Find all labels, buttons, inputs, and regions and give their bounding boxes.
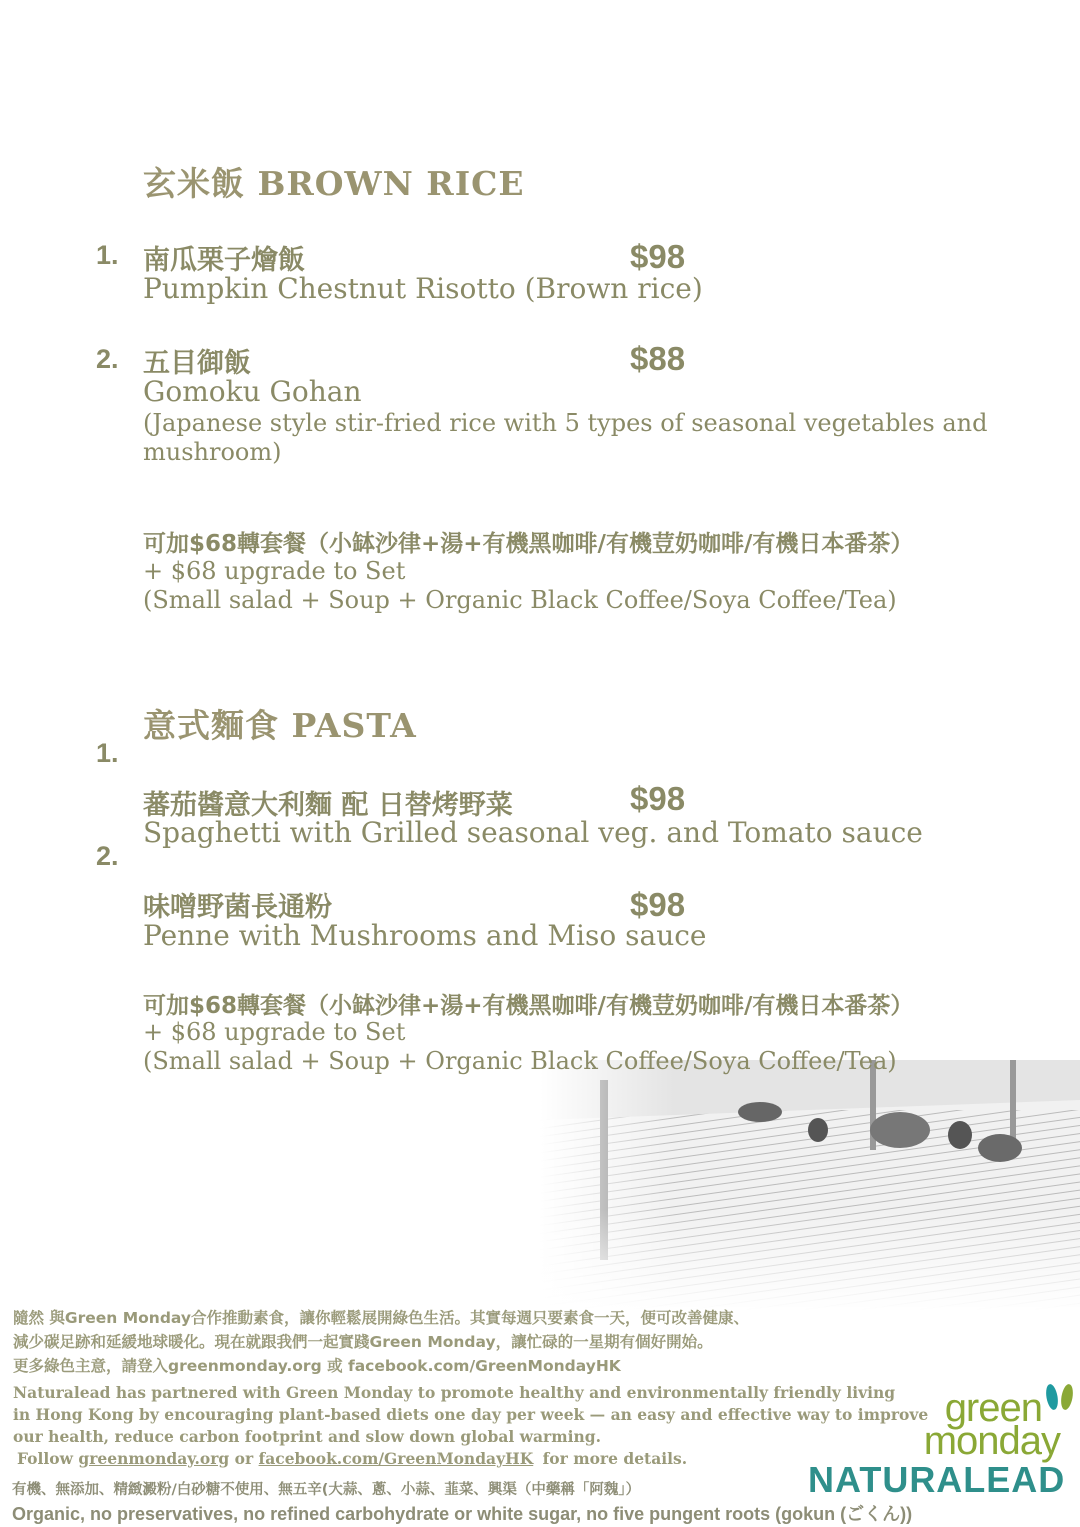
ingredient-policy-zh: 有機、無添加、精緻澱粉/白砂糖不使用、無五辛(大蒜、蔥、小蒜、韮菜、興渠（中藥稱「阿魏」） — [12, 1482, 641, 1498]
green-monday-notice-en — [13, 1382, 928, 1470]
item-price: $88 — [630, 340, 686, 377]
section-title-brown-rice: 玄米飯 BROWN RICE — [143, 164, 525, 203]
item-price: $98 — [630, 238, 686, 275]
notice-line: 減少碳足跡和延緩地球暖化。現在就跟我們一起實踐Green Monday，讓忙碌的一星期有個好開始。 — [13, 1333, 713, 1351]
item-number: 1. — [96, 240, 119, 270]
item-name-zh: 五目御飯 — [143, 348, 251, 379]
item-name-zh: 南瓜栗子燴飯 — [143, 245, 305, 276]
item-name-en: Penne with Mushrooms and Miso sauce — [143, 919, 707, 952]
zen-garden-illustration — [540, 1060, 1080, 1310]
item-number: 2. — [96, 344, 119, 374]
greenmonday-link[interactable]: greenmonday.org — [78, 1449, 230, 1468]
green-monday-notice-zh — [13, 1306, 749, 1378]
notice-line: 隨然 與Green Monday合作推動素食，讓你輕鬆展開綠色生活。其實每週只要素食一天，便可改善健康、 — [13, 1309, 750, 1327]
upgrade-offer-en: + $68 upgrade to Set — [143, 557, 406, 585]
notice-line: Naturalead has partnered with Green Monday to promote healthy and environmentally friendly living — [13, 1383, 896, 1402]
follow-line — [13, 1448, 928, 1470]
item-name-zh: 味噌野菌長通粉 — [143, 892, 332, 923]
item-number: 2. — [96, 841, 119, 871]
section-title-pasta: 意式麵食 PASTA — [143, 706, 417, 745]
item-name-en: Spaghetti with Grilled seasonal veg. and Tomato sauce — [143, 816, 923, 849]
upgrade-offer-zh: 可加$68轉套餐（小缽沙律+湯+有機黑咖啡/有機荳奶咖啡/有機日本番茶） — [143, 531, 914, 557]
item-description: (Japanese style stir-fried rice with 5 types of seasonal vegetables and mushroom) — [143, 409, 988, 466]
item-name-en: Pumpkin Chestnut Risotto (Brown rice) — [143, 272, 703, 305]
follow-prefix: Follow — [17, 1449, 73, 1468]
upgrade-offer-details: (Small salad + Soup + Organic Black Coffee/Soya Coffee/Tea) — [143, 586, 897, 614]
item-number: 1. — [96, 738, 119, 768]
facebook-link[interactable]: facebook.com/GreenMondayHK — [258, 1449, 534, 1468]
item-name-en: Gomoku Gohan — [143, 375, 362, 408]
notice-line: in Hong Kong by encouraging plant-based diets one day per week — an easy and effective way to improve — [13, 1405, 929, 1424]
item-price: $98 — [630, 886, 686, 923]
notice-line: our health, reduce carbon footprint and slow down global warming. — [13, 1427, 601, 1446]
follow-or: or — [234, 1449, 254, 1468]
ingredient-policy-en: Organic, no preservatives, no refined carbohydrate or white sugar, no five pungent roots (gokun (ごくん)) — [12, 1504, 913, 1524]
item-name-zh: 蕃茄醬意大利麵 配 日替烤野菜 — [143, 790, 513, 821]
logo-line: monday — [923, 1419, 1060, 1463]
logo-line: green — [944, 1386, 1042, 1430]
item-price: $98 — [630, 780, 686, 817]
upgrade-offer-zh: 可加$68轉套餐（小缽沙律+湯+有機黑咖啡/有機荳奶咖啡/有機日本番茶） — [143, 993, 914, 1019]
notice-line: 更多綠色主意，請登入greenmonday.org 或 facebook.com/GreenMondayHK — [13, 1357, 621, 1375]
green-monday-logo — [920, 1386, 1060, 1463]
upgrade-offer-en: + $68 upgrade to Set — [143, 1018, 406, 1046]
naturalead-logo: NATURALEAD — [808, 1459, 1066, 1500]
follow-suffix: for more details. — [542, 1449, 688, 1468]
upgrade-offer-details: (Small salad + Soup + Organic Black Coffee/Soya Coffee/Tea) — [143, 1047, 897, 1075]
